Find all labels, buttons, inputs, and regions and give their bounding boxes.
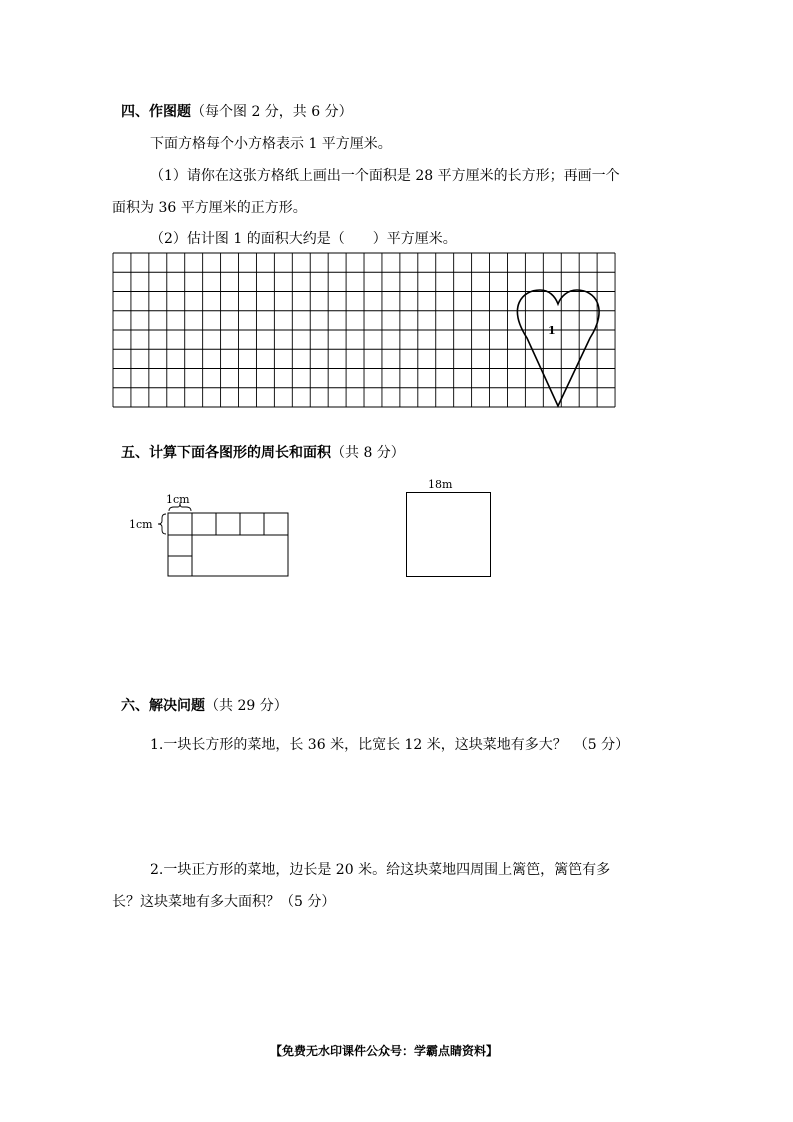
grid-paper (112, 252, 616, 408)
square-figure (406, 492, 491, 577)
section5-heading-title: 五、计算下面各图形的周长和面积 (121, 445, 331, 461)
composite-shape-figure (126, 488, 296, 580)
fig2-label: 18m (428, 478, 453, 491)
fig1-top-label: 1cm (166, 493, 190, 506)
heart-label: 1 (548, 324, 556, 337)
section4-q1-line1: （1）请你在这张方格纸上画出一个面积是 28 平方厘米的长方形；再画一个 (150, 168, 620, 184)
section4-q2: （2）估计图 1 的面积大约是（ ）平方厘米。 (150, 231, 457, 247)
footer-text: 【免费无水印课件公众号：学霸点睛资料】 (270, 1044, 499, 1058)
heart-figure (517, 290, 599, 406)
section4-heading-title: 四、作图题 (121, 104, 191, 120)
section5-heading-note: （共 8 分） (331, 445, 405, 461)
section4-intro: 下面方格每个小方格表示 1 平方厘米。 (150, 136, 392, 152)
section6-heading (121, 697, 288, 715)
section4-heading-note: （每个图 2 分，共 6 分） (191, 104, 353, 120)
section6-heading-note: （共 29 分） (205, 698, 288, 714)
problem-2-line2: 长？这块菜地有多大面积？（5 分） (112, 894, 336, 910)
fig1-left-label: 1cm (129, 518, 153, 531)
section5-heading (121, 444, 405, 462)
problem-1: 1.一块长方形的菜地，长 36 米，比宽长 12 米，这块菜地有多大？ （5 分） (150, 737, 630, 753)
section4-q1-line2: 面积为 36 平方厘米的正方形。 (112, 200, 307, 216)
problem-2-line1: 2.一块正方形的菜地，边长是 20 米。给这块菜地四周围上篱笆，篱笆有多 (150, 862, 611, 878)
section6-heading-title: 六、解决问题 (121, 698, 205, 714)
section4-heading (121, 103, 353, 121)
